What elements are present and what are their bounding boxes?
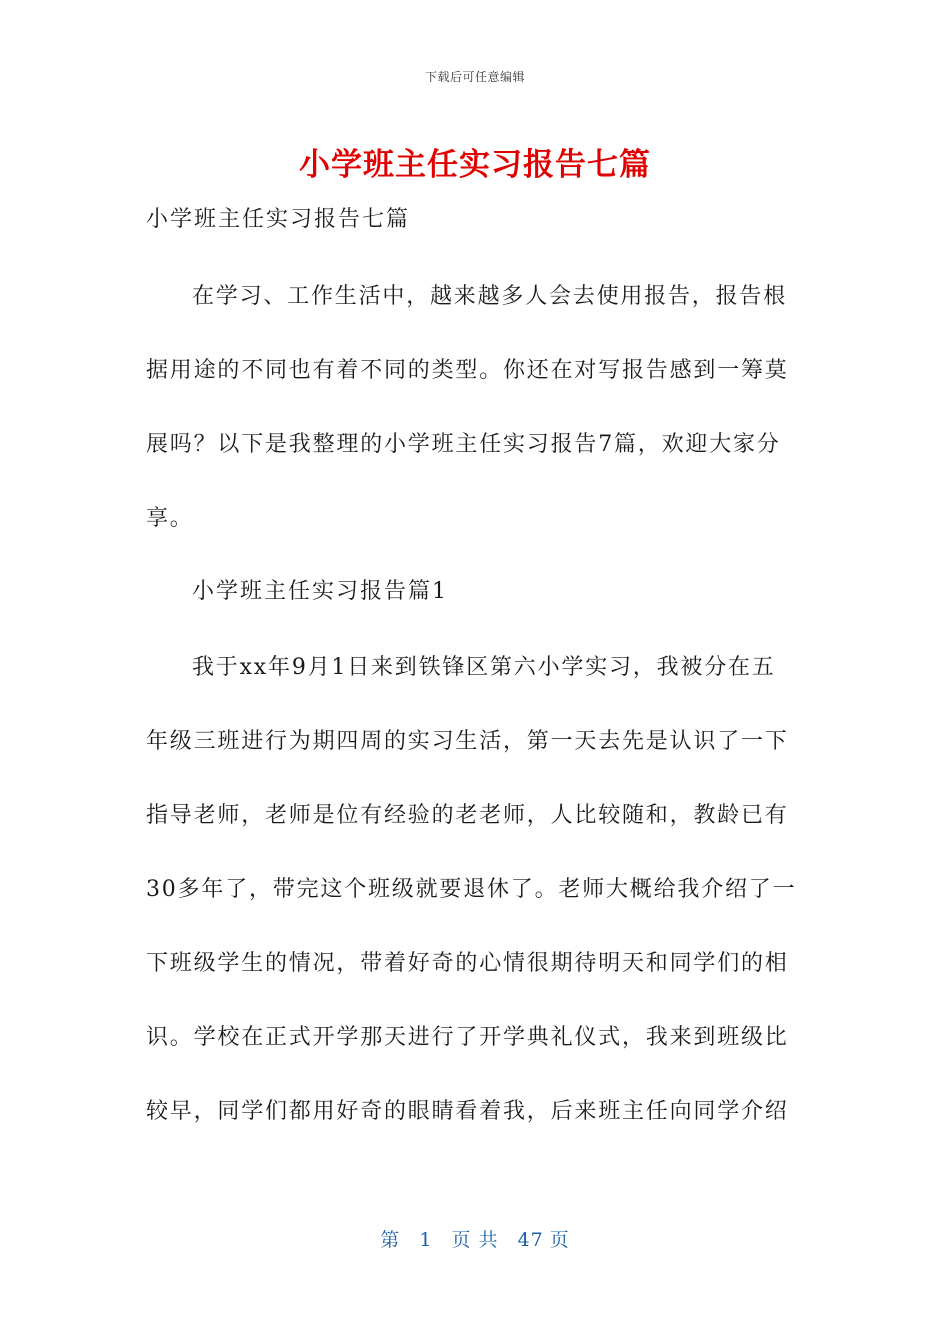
paragraph-line: 下班级学生的情况，带着好奇的心情很期待明天和同学们的相 <box>146 951 789 976</box>
document-subtitle: 小学班主任实习报告七篇 <box>146 207 411 232</box>
body-paragraph <box>146 651 796 1169</box>
paragraph-line: 年级三班进行为期四周的实习生活，第一天去先是认识了一下 <box>146 729 789 754</box>
header-note: 下载后可任意编辑 <box>424 70 525 84</box>
intro-paragraph <box>146 280 796 576</box>
paragraph-line: 在学习、工作生活中，越来越多人会去使用报告，报告根 <box>192 284 788 309</box>
section-heading: 小学班主任实习报告篇1 <box>192 579 448 604</box>
page-footer <box>0 1225 950 1252</box>
paragraph-line: 较早，同学们都用好奇的眼睛看着我，后来班主任向同学介绍 <box>146 1099 789 1124</box>
paragraph-line: 指导老师，老师是位有经验的老老师，人比较随和，教龄已有 <box>146 803 789 828</box>
document-title: 小学班主任实习报告七篇 <box>299 147 651 183</box>
total-pages-number: 47 <box>517 1229 544 1251</box>
paragraph-line: 享。 <box>146 506 194 531</box>
paragraph-line: 据用途的不同也有着不同的类型。你还在对写报告感到一筹莫 <box>146 358 789 383</box>
page-footer-prefix: 第 <box>380 1229 401 1251</box>
paragraph-line: 30多年了，带完这个班级就要退休了。老师大概给我介绍了一 <box>146 877 797 902</box>
page-footer-suffix: 页 <box>549 1229 570 1251</box>
page-footer-middle: 页 共 <box>451 1229 499 1251</box>
current-page-number: 1 <box>419 1229 433 1251</box>
paragraph-line: 识。学校在正式开学那天进行了开学典礼仪式，我来到班级比 <box>146 1025 789 1050</box>
paragraph-line: 展吗？以下是我整理的小学班主任实习报告7篇，欢迎大家分 <box>146 432 781 457</box>
paragraph-line: 我于xx年9月1日来到铁锋区第六小学实习，我被分在五 <box>192 655 776 680</box>
